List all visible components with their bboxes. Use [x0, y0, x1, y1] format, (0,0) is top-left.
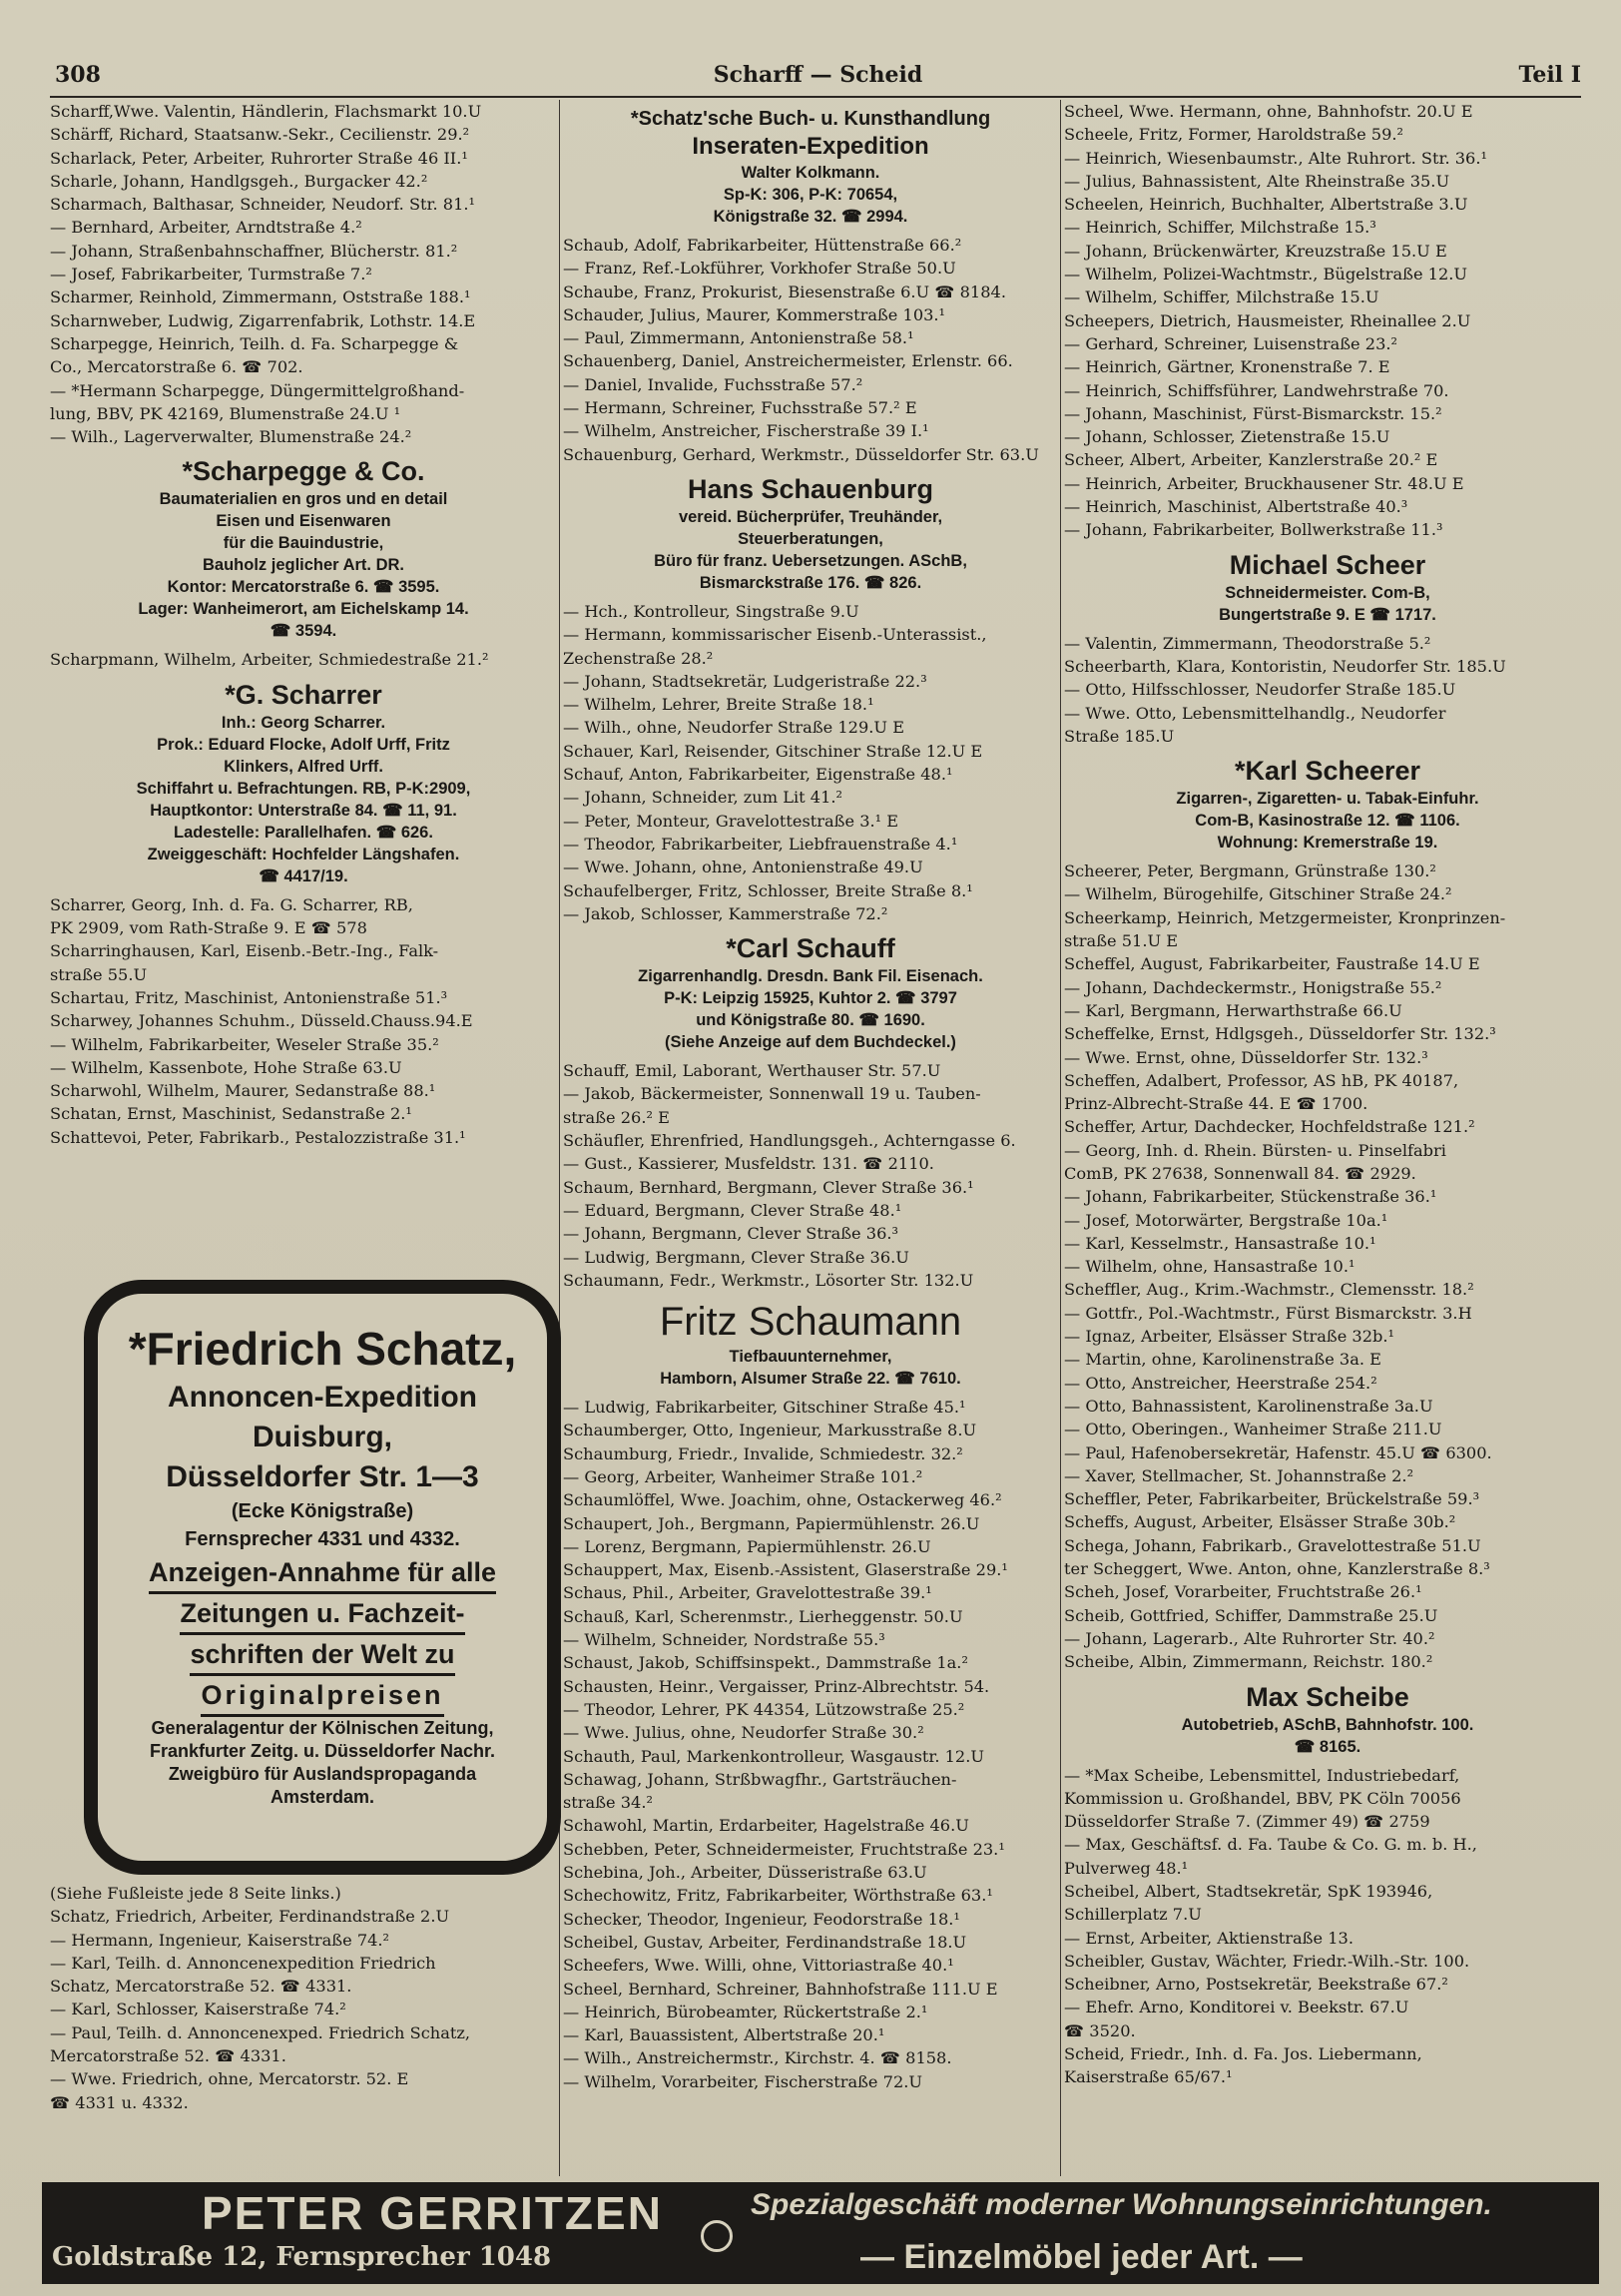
directory-entry: — Karl, Schlosser, Kaiserstraße 74.²	[50, 2000, 346, 2019]
advert-line: Annoncen-Expedition	[168, 1381, 477, 1414]
directory-entry: — Karl, Teilh. d. Annoncenexpedition Friedrich	[50, 1953, 436, 1973]
advert-line: Zweiggeschäft: Hochfelder Längshafen.	[147, 845, 460, 863]
advert-line: Kontor: Mercatorstraße 6. ☎ 3595.	[167, 578, 440, 597]
advert-line: Tiefbauunternehmer,	[729, 1348, 892, 1367]
advert-line: ☎ 3594.	[270, 622, 337, 641]
directory-entry: Scharwey, Johannes Schuhm., Düsseld.Chauss.94.E	[50, 1011, 473, 1031]
directory-entry: — Wilhelm, Schiffer, Milchstraße 15.U	[1064, 287, 1379, 307]
advert-line: Lager: Wanheimerort, am Eichelskamp 14.	[138, 600, 469, 619]
advert-karl-scheerer	[1064, 754, 1591, 854]
directory-entry: Scharff,Wwe. Valentin, Händlerin, Flachsmarkt 10.U	[50, 102, 482, 121]
directory-entry: — Heinrich, Schiffer, Milchstraße 15.³	[1064, 218, 1376, 238]
directory-entry: — Ludwig, Fabrikarbeiter, Gitschiner Straße 45.¹	[563, 1398, 966, 1418]
directory-entry: Scharringhausen, Karl, Eisenb.-Betr.-Ing., Falk-	[50, 941, 439, 961]
directory-entry: — Xaver, Stellmacher, St. Johannstraße 2.²	[1064, 1465, 1414, 1485]
directory-entry: Schaub, Adolf, Fabrikarbeiter, Hüttenstraße 66.²	[563, 236, 962, 255]
directory-entry: Scheel, Wwe. Hermann, ohne, Bahnhofstr. 20.U E	[1064, 102, 1473, 121]
directory-entry: Schaus, Phil., Arbeiter, Gravelottestraße 39.¹	[563, 1583, 932, 1603]
directory-entry: Schauenberg, Daniel, Anstreichermeister, Erlenstr. 66.	[563, 351, 1013, 371]
directory-entry: — Johann, Schneider, zum Lit 41.²	[563, 788, 842, 808]
entry-list	[563, 234, 1058, 466]
advert-title: Max Scheibe	[1246, 1681, 1409, 1712]
directory-entry: Scheibner, Arno, Postsekretär, Beekstraße 67.²	[1064, 1975, 1448, 1995]
directory-entry: Scheibel, Albert, Stadtsekretär, SpK 193946,	[1064, 1882, 1433, 1901]
directory-entry: — Heinrich, Maschinist, Albertstraße 40.³	[1064, 497, 1408, 517]
directory-entry: Zechenstraße 28.²	[563, 648, 714, 668]
advert-line: Düsseldorfer Str. 1—3	[166, 1460, 479, 1493]
directory-entry: Scheffen, Adalbert, Professor, AS hB, PK 40187,	[1064, 1070, 1459, 1090]
directory-entry: — Peter, Monteur, Gravelottestraße 3.¹ E	[563, 811, 899, 831]
advert-line: (Siehe Anzeige auf dem Buchdeckel.)	[665, 1033, 956, 1052]
directory-entry: — Theodor, Fabrikarbeiter, Liebfrauenstraße 4.¹	[563, 834, 958, 854]
directory-entry: — Paul, Zimmermann, Antonienstraße 58.¹	[563, 328, 914, 348]
directory-entry: Schaum, Bernhard, Bergmann, Clever Straße 36.¹	[563, 1177, 974, 1197]
advert-line: Wohnung: Kremerstraße 19.	[1217, 834, 1438, 853]
directory-entry: — Wilhelm, Anstreicher, Fischerstraße 39 I.¹	[563, 421, 929, 441]
directory-entry: Schawag, Johann, Strßbwagfhr., Gartsträuchen-	[563, 1769, 957, 1789]
directory-entry: — Heinrich, Arbeiter, Bruckhausener Str. 48.U E	[1064, 473, 1464, 493]
advert-line: Klinkers, Alfred Urff.	[224, 757, 383, 776]
directory-entry: straße 34.²	[563, 1793, 653, 1813]
directory-entry: Scharrer, Georg, Inh. d. Fa. G. Scharrer, RB,	[50, 894, 413, 914]
advert-line: Generalagentur der Kölnischen Zeitung,	[151, 1718, 494, 1738]
directory-entry: — Bernhard, Arbeiter, Arndtstraße 4.²	[50, 218, 362, 238]
advert-lines	[1064, 788, 1591, 854]
column-3	[1064, 100, 1591, 2144]
directory-entry: lung, BBV, PK 42169, Blumenstraße 24.U ¹	[50, 403, 401, 423]
directory-entry: — Gottfr., Pol.-Wachtmstr., Fürst Bismarckstr. 3.H	[1064, 1303, 1472, 1323]
directory-entry: — Wilhelm, Fabrikarbeiter, Weseler Straße 35.²	[50, 1034, 439, 1054]
directory-entry: — *Hermann Scharpegge, Düngermittelgroßhand-	[50, 380, 465, 400]
directory-entry: Schechowitz, Fritz, Fabrikarbeiter, Wörthstraße 63.¹	[563, 1886, 993, 1906]
directory-entry: Kommission u. Großhandel, BBV, PK Cöln 70056	[1064, 1788, 1461, 1808]
directory-entry: — Josef, Fabrikarbeiter, Turmstraße 7.²	[50, 265, 372, 285]
advert-title: *G. Scharrer	[225, 679, 382, 710]
directory-entry: Schauf, Anton, Fabrikarbeiter, Eigenstraße 48.¹	[563, 765, 953, 785]
directory-entry: ter Scheggert, Wwe. Anton, ohne, Kanzlerstraße 8.³	[1064, 1559, 1490, 1579]
directory-entry: — Max, Geschäftsf. d. Fa. Taube & Co. G. m. b. H.,	[1064, 1835, 1477, 1855]
directory-entry: — Johann, Bergmann, Clever Straße 36.³	[563, 1224, 899, 1244]
directory-entry: Scheibel, Gustav, Arbeiter, Ferdinandstraße 18.U	[563, 1932, 967, 1952]
directory-entry: — Ignaz, Arbeiter, Elsässer Straße 32b.¹	[1064, 1327, 1395, 1347]
header-rule	[50, 96, 1581, 98]
directory-entry: — Karl, Kesselmstr., Hansastraße 10.¹	[1064, 1233, 1376, 1253]
page-title: Scharff — Scheid	[713, 62, 923, 88]
directory-entry: Scheffs, August, Arbeiter, Elsässer Straße 30b.²	[1064, 1512, 1456, 1532]
directory-entry: — Wilhelm, ohne, Hansastraße 10.¹	[1064, 1257, 1355, 1277]
directory-entry: — Georg, Inh. d. Rhein. Bürsten- u. Pinselfabri	[1064, 1140, 1446, 1160]
advert-lines	[563, 506, 1058, 594]
directory-entry: Schauder, Julius, Maurer, Kommerstraße 103.¹	[563, 304, 946, 324]
advert-line: Fernsprecher 4331 und 4332.	[185, 1528, 460, 1550]
directory-entry: — Martin, ohne, Karolinenstraße 3a. E	[1064, 1350, 1381, 1370]
directory-entry: — Johann, Straßenbahnschaffner, Blücherstr. 81.²	[50, 241, 458, 261]
directory-entry: Schaupert, Joh., Bergmann, Papiermühlenstr. 26.U	[563, 1513, 980, 1533]
directory-entry: — Johann, Dachdeckermstr., Honigstraße 55.²	[1064, 977, 1442, 997]
directory-entry: Mercatorstraße 52. ☎ 4331.	[50, 2046, 286, 2066]
directory-entry: — Wilhelm, Lehrer, Breite Straße 18.¹	[563, 695, 874, 715]
advert-line: Zigarren-, Zigaretten- u. Tabak-Einfuhr.	[1176, 790, 1479, 809]
entry-list	[1064, 1764, 1591, 2089]
advert-carl-schauff	[563, 931, 1058, 1053]
page-number: 308	[55, 62, 101, 88]
directory-entry: — Valentin, Zimmermann, Theodorstraße 5.²	[1064, 633, 1431, 653]
advert-line: Steuerberatungen,	[738, 529, 883, 548]
advert-line: Zweigbüro für Auslandspropaganda	[168, 1764, 477, 1784]
directory-entry: ComB, PK 27638, Sonnenwall 84. ☎ 2929.	[1064, 1163, 1416, 1183]
directory-entry: — Otto, Hilfsschlosser, Neudorfer Straße 185.U	[1064, 680, 1456, 700]
directory-entry: — Johann, Maschinist, Fürst-Bismarckstr. 15.²	[1064, 403, 1442, 423]
advert-subtitle: Inseraten-Expedition	[692, 133, 929, 160]
entry-list	[563, 1059, 1058, 1292]
directory-entry: — Wilhelm, Vorarbeiter, Fischerstraße 72.U	[563, 2071, 923, 2091]
advert-line: und Königstraße 80. ☎ 1690.	[696, 1011, 925, 1030]
directory-entry: Schebina, Joh., Arbeiter, Düsseristraße 63.U	[563, 1863, 927, 1883]
directory-entry: — Paul, Hafenobersekretär, Hafenstr. 45.U ☎ 6300.	[1064, 1442, 1492, 1462]
footer-specialty: Spezialgeschäft moderner Wohnungseinrichtungen.	[751, 2188, 1492, 2221]
advert-line: Duisburg,	[253, 1421, 392, 1453]
directory-entry: straße 55.U	[50, 964, 148, 984]
directory-entry: Scheelen, Heinrich, Buchhalter, Albertstraße 3.U	[1064, 195, 1468, 215]
directory-entry: Scharnweber, Ludwig, Zigarrenfabrik, Lothstr. 14.E	[50, 310, 476, 330]
directory-entry: — Ernst, Arbeiter, Aktienstraße 13.	[1064, 1928, 1353, 1948]
entry-list	[1064, 860, 1591, 1673]
advert-hans-schauenburg	[563, 472, 1058, 594]
directory-entry: Scharmer, Reinhold, Zimmermann, Oststraße 188.¹	[50, 287, 471, 307]
directory-entry: — Heinrich, Bürobeamter, Rückertstraße 2.¹	[563, 2002, 928, 2021]
directory-entry: Scheele, Fritz, Former, Haroldstraße 59.²	[1064, 125, 1404, 145]
directory-entry: — Ehefr. Arno, Konditorei v. Beekstr. 67.U	[1064, 1998, 1409, 2017]
directory-entry: — Julius, Bahnassistent, Alte Rheinstraße 35.U	[1064, 171, 1450, 191]
directory-entry: — Jakob, Schlosser, Kammerstraße 72.²	[563, 903, 888, 923]
advert-line: Walter Kolkmann.	[741, 164, 880, 182]
advert-line: Schneidermeister. Com-B,	[1225, 583, 1430, 602]
directory-entry: ☎ 3520.	[1064, 2020, 1136, 2040]
advert-line: Ladestelle: Parallelhafen. ☎ 626.	[174, 823, 433, 842]
directory-entry: — Johann, Brückenwärter, Kreuzstraße 15.U E	[1064, 241, 1447, 261]
directory-entry: Scheffer, Artur, Dachdecker, Hochfeldstraße 121.²	[1064, 1117, 1475, 1137]
advert-line: Autobetrieb, ASchB, Bahnhofstr. 100.	[1181, 1715, 1474, 1734]
directory-entry: Scharpegge, Heinrich, Teilh. d. Fa. Scharpegge &	[50, 333, 459, 353]
directory-entry: Scheer, Albert, Arbeiter, Kanzlerstraße 20.² E	[1064, 450, 1438, 470]
page-part: Teil I	[1518, 62, 1581, 88]
directory-entry: Schaumlöffel, Wwe. Joachim, ohne, Ostackerweg 46.²	[563, 1490, 1002, 1510]
directory-entry: — Otto, Bahnassistent, Karolinenstraße 3a.U	[1064, 1396, 1433, 1416]
advert-scharrer	[50, 678, 557, 887]
directory-entry: — Eduard, Bergmann, Clever Straße 48.¹	[563, 1200, 902, 1220]
advert-lines	[50, 488, 557, 642]
advert-line: Hauptkontor: Unterstraße 84. ☎ 11, 91.	[150, 801, 457, 820]
advert-line: Com-B, Kasinostraße 12. ☎ 1106.	[1195, 812, 1460, 831]
directory-entry: Scheffler, Peter, Fabrikarbeiter, Brückelstraße 59.³	[1064, 1489, 1480, 1509]
footer-tagline: — Einzelmöbel jeder Art. —	[860, 2238, 1303, 2276]
entry-list	[563, 1396, 1058, 2093]
directory-entry: straße 51.U E	[1064, 931, 1179, 951]
directory-entry: — Karl, Bauassistent, Albertstraße 20.¹	[563, 2025, 885, 2045]
entry-list	[563, 600, 1058, 925]
directory-entry: — Johann, Stadtsekretär, Ludgeristraße 22.³	[563, 671, 927, 691]
directory-entry: Scharle, Johann, Handlgsgeh., Burgacker 42.²	[50, 171, 428, 191]
directory-entry: Schaumberger, Otto, Ingenieur, Markusstraße 8.U	[563, 1421, 977, 1440]
footer-banner-advert	[42, 2182, 1599, 2284]
footer-company-name: PETER GERRITZEN	[202, 2187, 663, 2239]
directory-entry: — Wilhelm, Kassenbote, Hohe Straße 63.U	[50, 1057, 402, 1077]
directory-entry: Schecker, Theodor, Ingenieur, Feodorstraße 18.¹	[563, 1909, 960, 1929]
advert-schatzsche-buchhandlung	[563, 106, 1058, 228]
directory-entry: Scharwohl, Wilhelm, Maurer, Sedanstraße 88.¹	[50, 1081, 436, 1101]
directory-entry: — Johann, Schlosser, Zietenstraße 15.U	[1064, 427, 1390, 447]
advert-line: Schiffahrt u. Befrachtungen. RB, P-K:2909,	[136, 779, 471, 798]
advert-line: Frankfurter Zeitg. u. Düsseldorfer Nachr.	[149, 1741, 496, 1761]
entry-list	[1064, 100, 1591, 542]
directory-entry: Scheib, Gottfried, Schiffer, Dammstraße 25.U	[1064, 1605, 1438, 1625]
advert-title: *Schatz'sche Buch- u. Kunsthandlung	[630, 108, 991, 130]
advert-title: Hans Schauenburg	[687, 473, 934, 504]
directory-entry: Schatan, Ernst, Maschinist, Sedanstraße 2.¹	[50, 1104, 412, 1124]
advert-title: Michael Scheer	[1229, 549, 1426, 580]
directory-entry: Schattevoi, Peter, Fabrikarb., Pestalozzistraße 31.¹	[50, 1127, 466, 1147]
advert-lines	[1064, 1714, 1591, 1758]
directory-entry: Scheh, Josef, Vorarbeiter, Fruchtstraße 26.¹	[1064, 1582, 1422, 1602]
directory-entry: — Otto, Anstreicher, Heerstraße 254.²	[1064, 1373, 1377, 1393]
directory-entry: — Heinrich, Wiesenbaumstr., Alte Ruhrort. Str. 36.¹	[1064, 148, 1487, 168]
directory-entry: — Jakob, Bäckermeister, Sonnenwall 19 u. Tauben-	[563, 1084, 981, 1104]
advert-line: Baumaterialien en gros und en detail	[159, 490, 448, 509]
advert-line: vereid. Bücherprüfer, Treuhänder,	[678, 507, 943, 526]
advert-line: Bauholz jeglicher Art. DR.	[203, 556, 404, 575]
directory-entry: — Heinrich, Gärtner, Kronenstraße 7. E	[1064, 357, 1390, 377]
directory-entry: Schaust, Jakob, Schiffsinspekt., Dammstraße 1a.²	[563, 1653, 968, 1673]
directory-entry: Scheffelke, Ernst, Hdlgsgeh., Düsseldorfer Str. 132.³	[1064, 1024, 1496, 1044]
directory-entry: Schauß, Karl, Scherenmstr., Lierheggenstr. 50.U	[563, 1606, 963, 1626]
advert-line: für die Bauindustrie,	[223, 534, 384, 553]
advert-title: Fritz Schaumann	[659, 1300, 962, 1345]
directory-entry: Schawohl, Martin, Erdarbeiter, Hagelstraße 46.U	[563, 1816, 969, 1836]
directory-entry: Scheibe, Albin, Zimmermann, Reichstr. 180.²	[1064, 1652, 1433, 1672]
advert-lines	[1064, 582, 1591, 626]
directory-entry: (Siehe Fußleiste jede 8 Seite links.)	[50, 1884, 341, 1903]
directory-entry: Schausten, Heinr., Vergaisser, Prinz-Albrechtstr. 54.	[563, 1676, 990, 1696]
directory-entry: Schauppert, Max, Eisenb.-Assistent, Glaserstraße 29.¹	[563, 1560, 1008, 1580]
advert-lines	[563, 965, 1058, 1053]
directory-entry: Scharpmann, Wilhelm, Arbeiter, Schmiedestraße 21.²	[50, 650, 489, 670]
advert-line: Inh.: Georg Scharrer.	[221, 713, 386, 732]
advert-line: Eisen und Eisenwaren	[216, 512, 391, 531]
advert-line: Originalpreisen	[201, 1676, 443, 1717]
directory-entry: — Johann, Fabrikarbeiter, Bollwerkstraße 11.³	[1064, 520, 1443, 540]
directory-entry: Kaiserstraße 65/67.¹	[1064, 2067, 1233, 2087]
directory-entry: Scheerer, Peter, Bergmann, Grünstraße 130.²	[1064, 861, 1436, 881]
advert-line: Hamborn, Alsumer Straße 22. ☎ 7610.	[660, 1370, 961, 1389]
directory-entry: Schauff, Emil, Laborant, Werthauser Str. 57.U	[563, 1061, 941, 1081]
directory-entry: — *Max Scheibe, Lebensmittel, Industriebedarf,	[1064, 1765, 1460, 1785]
advert-line: schriften der Welt zu	[190, 1635, 454, 1676]
directory-entry: Schaube, Franz, Prokurist, Biesenstraße 6.U ☎ 8184.	[563, 282, 1006, 301]
directory-entry: — Karl, Bergmann, Herwarthstraße 66.U	[1064, 1000, 1402, 1020]
advert-fritz-schaumann	[563, 1298, 1058, 1390]
directory-entry: Scheel, Bernhard, Schreiner, Bahnhofstraße 111.U E	[563, 1979, 998, 1999]
advert-friedrich-schatz	[84, 1280, 561, 1875]
directory-entry: Scheffel, August, Fabrikarbeiter, Faustraße 14.U E	[1064, 954, 1480, 974]
directory-entry: — Wilhelm, Polizei-Wachtmstr., Bügelstraße 12.U	[1064, 265, 1468, 285]
directory-entry: Scheerkamp, Heinrich, Metzgermeister, Kronprinzen-	[1064, 907, 1506, 927]
advert-lines	[563, 1346, 1058, 1390]
advert-line: Sp-K: 306, P-K: 70654,	[723, 186, 898, 204]
directory-entry: — Theodor, Lehrer, PK 44354, Lützowstraße 25.²	[563, 1699, 965, 1719]
directory-entry: — Otto, Oberingen., Wanheimer Straße 211.U	[1064, 1420, 1442, 1439]
directory-entry: Straße 185.U	[1064, 726, 1175, 746]
directory-entry: Co., Mercatorstraße 6. ☎ 702.	[50, 357, 303, 377]
advert-line: ☎ 8165.	[1294, 1737, 1361, 1756]
directory-entry: — Hermann, Schreiner, Fuchsstraße 57.² E	[563, 398, 917, 418]
directory-entry: Schatz, Friedrich, Arbeiter, Ferdinandstraße 2.U	[50, 1907, 450, 1927]
directory-entry: — Wwe. Ernst, ohne, Düsseldorfer Str. 132.³	[1064, 1047, 1428, 1067]
column-1-footer-entries	[50, 1882, 557, 2112]
directory-entry: Scharlack, Peter, Arbeiter, Ruhrorter Straße 46 II.¹	[50, 148, 468, 168]
directory-entry: Schaufelberger, Fritz, Schlosser, Breite Straße 8.¹	[563, 880, 973, 900]
directory-entry: — Wilh., Anstreichermstr., Kirchstr. 4. ☎ 8158.	[563, 2048, 952, 2068]
advert-title: *Carl Schauff	[726, 933, 895, 964]
directory-entry: — Lorenz, Bergmann, Papiermühlenstr. 26.U	[563, 1536, 931, 1556]
directory-entry: Schatz, Mercatorstraße 52. ☎ 4331.	[50, 1977, 352, 1997]
directory-entry: Prinz-Albrecht-Straße 44. E ☎ 1700.	[1064, 1094, 1368, 1114]
advert-scharpegge	[50, 454, 557, 642]
page-header	[55, 62, 1581, 96]
column-divider	[559, 100, 560, 2176]
directory-entry: — Georg, Arbeiter, Wanheimer Straße 101.²	[563, 1466, 923, 1486]
directory-entry: Scheepers, Dietrich, Hausmeister, Rheinallee 2.U	[1064, 310, 1471, 330]
advert-line: Königstraße 32. ☎ 2994.	[713, 208, 908, 226]
directory-entry: Scheffler, Aug., Krim.-Wachmstr., Clemensstr. 18.²	[1064, 1280, 1474, 1300]
directory-entry: Pulverweg 48.¹	[1064, 1858, 1189, 1878]
directory-entry: — Ludwig, Bergmann, Clever Straße 36.U	[563, 1247, 909, 1267]
advert-line: Zigarrenhandlg. Dresdn. Bank Fil. Eisenach.	[638, 967, 983, 986]
entry-list	[50, 893, 557, 1149]
column-2	[563, 100, 1058, 2144]
directory-entry: Scharmach, Balthasar, Schneider, Neudorf. Str. 81.¹	[50, 195, 476, 215]
directory-entry: Schauer, Karl, Reisender, Gitschiner Straße 12.U E	[563, 741, 983, 761]
directory-entry: — Wwe. Johann, ohne, Antonienstraße 49.U	[563, 858, 923, 877]
advert-line: Anzeigen-Annahme für alle	[149, 1553, 496, 1594]
directory-entry: Scheerbarth, Klara, Kontoristin, Neudorfer Str. 185.U	[1064, 656, 1506, 676]
ornament-icon	[701, 2220, 733, 2252]
directory-entry: Scheefers, Wwe. Willi, ohne, Vittoriastraße 40.¹	[563, 1956, 954, 1976]
column-divider	[1060, 100, 1061, 2176]
directory-entry: Schebben, Peter, Schneidermeister, Fruchtstraße 23.¹	[563, 1839, 1005, 1859]
advert-line: Prok.: Eduard Flocke, Adolf Urff, Fritz	[157, 735, 450, 754]
directory-entry: — Johann, Lagerarb., Alte Ruhrorter Str. 40.²	[1064, 1628, 1435, 1648]
directory-entry: Schauth, Paul, Markenkontrolleur, Wasgaustr. 12.U	[563, 1746, 985, 1766]
directory-entry: Schaumann, Fedr., Werkmstr., Lösorter Str. 132.U	[563, 1270, 974, 1290]
advert-line: Bungertstraße 9. E ☎ 1717.	[1219, 605, 1436, 624]
directory-entry: — Daniel, Invalide, Fuchsstraße 57.²	[563, 374, 863, 394]
directory-entry: — Wwe. Friedrich, ohne, Mercatorstr. 52. E	[50, 2069, 409, 2089]
directory-entry: — Wilh., ohne, Neudorfer Straße 129.U E	[563, 718, 905, 738]
advert-lines	[50, 712, 557, 887]
directory-entry: — Wilh., Lagerverwalter, Blumenstraße 24.²	[50, 427, 412, 447]
directory-entry: — Hch., Kontrolleur, Singstraße 9.U	[563, 601, 859, 621]
directory-entry: PK 2909, vom Rath-Straße 9. E ☎ 578	[50, 918, 367, 938]
advert-title: *Friedrich Schatz,	[128, 1323, 517, 1375]
advert-line: Zeitungen u. Fachzeit-	[180, 1594, 464, 1635]
advert-michael-scheer	[1064, 548, 1591, 626]
directory-entry: — Johann, Fabrikarbeiter, Stückenstraße 36.¹	[1064, 1187, 1437, 1207]
directory-entry: — Hermann, kommissarischer Eisenb.-Unterassist.,	[563, 625, 987, 645]
directory-entry: — Wwe. Julius, ohne, Neudorfer Straße 30.²	[563, 1723, 924, 1743]
advert-line: Bismarckstraße 176. ☎ 826.	[699, 573, 922, 592]
directory-entry: Schaumburg, Friedr., Invalide, Schmiedestr. 32.²	[563, 1443, 963, 1463]
directory-entry: — Heinrich, Schiffsführer, Landwehrstraße 70.	[1064, 380, 1449, 400]
directory-entry: straße 26.² E	[563, 1107, 670, 1127]
advert-line: P-K: Leipzig 15925, Kuhtor 2. ☎ 3797	[664, 989, 957, 1008]
directory-entry: — Wwe. Otto, Lebensmittelhandlg., Neudorfer	[1064, 703, 1446, 723]
directory-entry: — Gust., Kassierer, Musfeldstr. 131. ☎ 2110.	[563, 1154, 934, 1174]
advert-line: Büro für franz. Uebersetzungen. ASchB,	[654, 551, 967, 570]
directory-entry: Schartau, Fritz, Maschinist, Antonienstraße 51.³	[50, 987, 448, 1007]
directory-entry: Scheibler, Gustav, Wächter, Friedr.-Wilh.-Str. 100.	[1064, 1951, 1470, 1971]
entry-list	[1064, 632, 1591, 748]
directory-entry: Schärff, Richard, Staatsanw.-Sekr., Cecilienstr. 29.²	[50, 125, 470, 145]
advert-max-scheibe	[1064, 1680, 1591, 1758]
advert-title: *Karl Scheerer	[1234, 756, 1421, 787]
directory-entry: Schillerplatz 7.U	[1064, 1905, 1202, 1925]
directory-entry: Düsseldorfer Straße 7. (Zimmer 49) ☎ 2759	[1064, 1812, 1430, 1832]
directory-entry: — Wilhelm, Bürogehilfe, Gitschiner Straße 24.²	[1064, 884, 1452, 904]
directory-entry: ☎ 4331 u. 4332.	[50, 2092, 189, 2112]
directory-entry: Schauenburg, Gerhard, Werkmstr., Düsseldorfer Str. 63.U	[563, 444, 1039, 464]
directory-entry: — Paul, Teilh. d. Annoncenexped. Friedrich Schatz,	[50, 2022, 471, 2042]
directory-entry: — Josef, Motorwärter, Bergstraße 10a.¹	[1064, 1210, 1388, 1230]
directory-entry: Schega, Johann, Fabrikarb., Gravelottestraße 51.U	[1064, 1535, 1481, 1555]
directory-entry: Scheid, Friedr., Inh. d. Fa. Jos. Liebermann,	[1064, 2044, 1422, 2064]
directory-entry: — Franz, Ref.-Lokführer, Vorkhofer Straße 50.U	[563, 259, 956, 279]
directory-entry: Schäufler, Ehrenfried, Handlungsgeh., Achterngasse 6.	[563, 1131, 1016, 1151]
advert-lines	[563, 162, 1058, 228]
advert-line: ☎ 4417/19.	[259, 866, 348, 885]
footer-address: Goldstraße 12, Fernsprecher 1048	[52, 2242, 552, 2272]
advert-title: *Scharpegge & Co.	[182, 456, 425, 487]
advert-line: (Ecke Königstraße)	[231, 1500, 414, 1522]
directory-entry: — Hermann, Ingenieur, Kaiserstraße 74.²	[50, 1930, 390, 1950]
directory-entry: — Gerhard, Schreiner, Luisenstraße 23.²	[1064, 333, 1398, 353]
entry-list	[50, 100, 557, 448]
directory-entry: — Wilhelm, Schneider, Nordstraße 55.³	[563, 1630, 885, 1650]
advert-line: Amsterdam.	[270, 1787, 375, 1807]
